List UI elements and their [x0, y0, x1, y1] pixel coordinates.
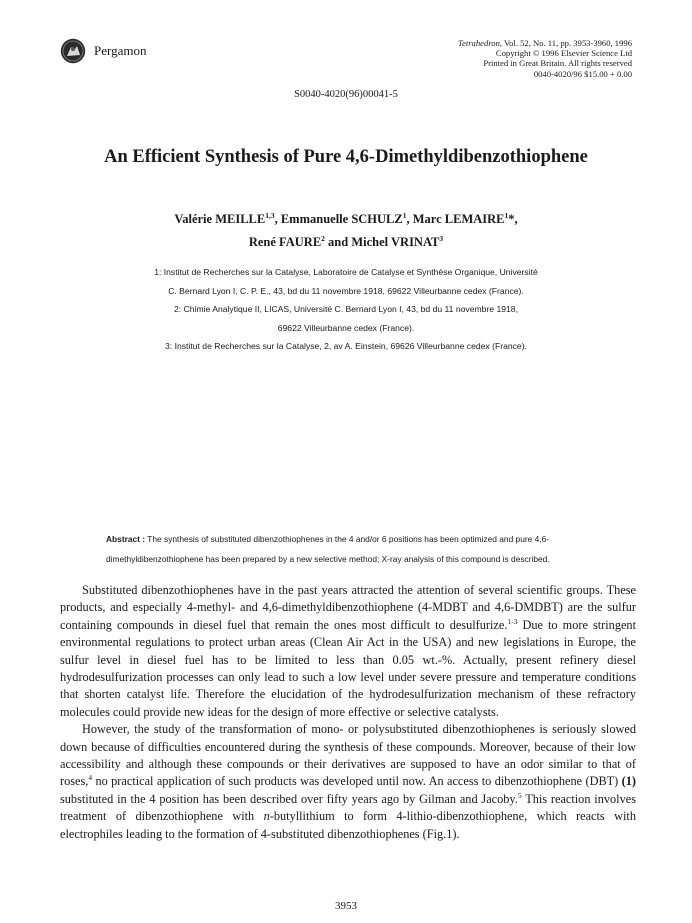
citation-ref: 5	[517, 790, 522, 800]
printed-line: Printed in Great Britain. All rights reserved	[483, 58, 632, 69]
journal-info	[458, 38, 632, 79]
paper-title: An Efficient Synthesis of Pure 4,6-Dimethyldibenzothiophene	[104, 147, 588, 167]
compound-ref: (1)	[621, 774, 636, 789]
author-name: , Marc LEMAIRE	[406, 212, 505, 227]
author-name: Valérie MEILLE	[174, 212, 266, 227]
abstract-text: The synthesis of substituted dibenzothiophenes in the 4 and/or 6 positions has been optimized and pure 4,6-dimethyldibenzothiophene has been prepared by a new selective method; X-ray analysis of this compound is described.	[106, 534, 550, 564]
author-list: Valérie MEILLE$^{1,3}$, Emmanuelle SCHULZ$^1$, Marc LEMAIRE$^1$*, René FAURE$^2$ and Michel VRINAT$^3$	[174, 211, 518, 250]
affiliation-line: 3: Institut de Recherches sur la Catalyse, 2, av A. Einstein, 69626 Villeurbanne cedex (France).	[165, 341, 527, 351]
author-name: , Emmanuelle SCHULZ	[274, 212, 403, 227]
citation-ref: 4	[88, 773, 93, 783]
citation-ref: 1-3	[507, 616, 518, 626]
page-number: 3953	[335, 900, 357, 912]
author-name: and Michel VRINAT	[324, 235, 440, 250]
affiliation-line: 69622 Villeurbanne cedex (France).	[277, 322, 415, 333]
paragraph: Substituted dibenzothiophenes have in the past years attracted the attention of several scientific groups. These products, and especially 4-methyl- and 4,6-dimethyldibenzothiophene (4-MDBT and 4,6-DMDBT) are the sulfur containing compounds in diesel fuel that remain the ones most difficult to desulfurize.$^{1-3}$ Due to more stringent environmental regulations to protect urban areas (Clean Air Act in the USA) and new legislations in Europe, the sulfur level in diesel fuel has to be limited to less than 0.05 wt.-%. Actually, present refinery diesel hydrodesulfurization processes can only lead to such a low level under severe pressure and temperature conditions that shorten catalyst life. Therefore the elucidation of the hydrodesulfurization mechanism of these refractory molecules could provide new ideas for the design of more effective or selective catalysts.	[60, 583, 636, 719]
author-name: René FAURE	[248, 235, 322, 250]
issn-line: 0040-4020/96 $15.00 + 0.00	[533, 68, 632, 79]
copyright-line: Copyright © 1996 Elsevier Science Ltd	[495, 48, 632, 59]
journal-name: Tetrahedron	[458, 38, 500, 48]
pergamon-logo-icon	[60, 38, 86, 64]
affiliation-line: 2: Chimie Analytique II, LICAS, Université C. Bernard Lyon I, 43, bd du 11 novembre 1918,	[174, 304, 518, 314]
abstract-label: Abstract :	[106, 534, 146, 544]
journal-citation: Tetrahedron, Vol. 52, No. 11, pp. 3953-3960, 1996	[458, 38, 632, 48]
affiliation-line: 1: Institut de Recherches sur la Catalyse, Laboratoire de Catalyse et Synthèse Organique, Université	[154, 267, 538, 277]
affiliation-line: C. Bernard Lyon I, C. P. E., 43, bd du 11 novembre 1918, 69622 Villeurbanne cedex (France).	[168, 285, 524, 296]
abstract	[106, 530, 626, 569]
affiliations	[40, 263, 652, 356]
publisher-name: Pergamon	[94, 43, 147, 58]
body-text	[60, 582, 636, 843]
paragraph: However, the study of the transformation of mono- or polysubstituted dibenzothiophenes is seriously slowed down because of difficulties encountered during the synthesis of these compounds. Moreover, because of their low accessibility and although these compounds or their derivatives are supposed to have an odor similar to that of roses,$^4$ no practical application of such products was developed until now. An access to dibenzothiophene (DBT) (1) substituted in the 4 position has been described over fifty years ago by Gilman and Jacoby.$^5$ This reaction involves treatment of dibenzothiophene with n-butyllithium to form 4-lithio-dibenzothiophene, which reacts with electrophiles leading to the formation of 4-substituted dibenzothiophenes (Fig.1).	[60, 722, 636, 841]
article-doi: S0040-4020(96)00041-5	[294, 89, 398, 100]
